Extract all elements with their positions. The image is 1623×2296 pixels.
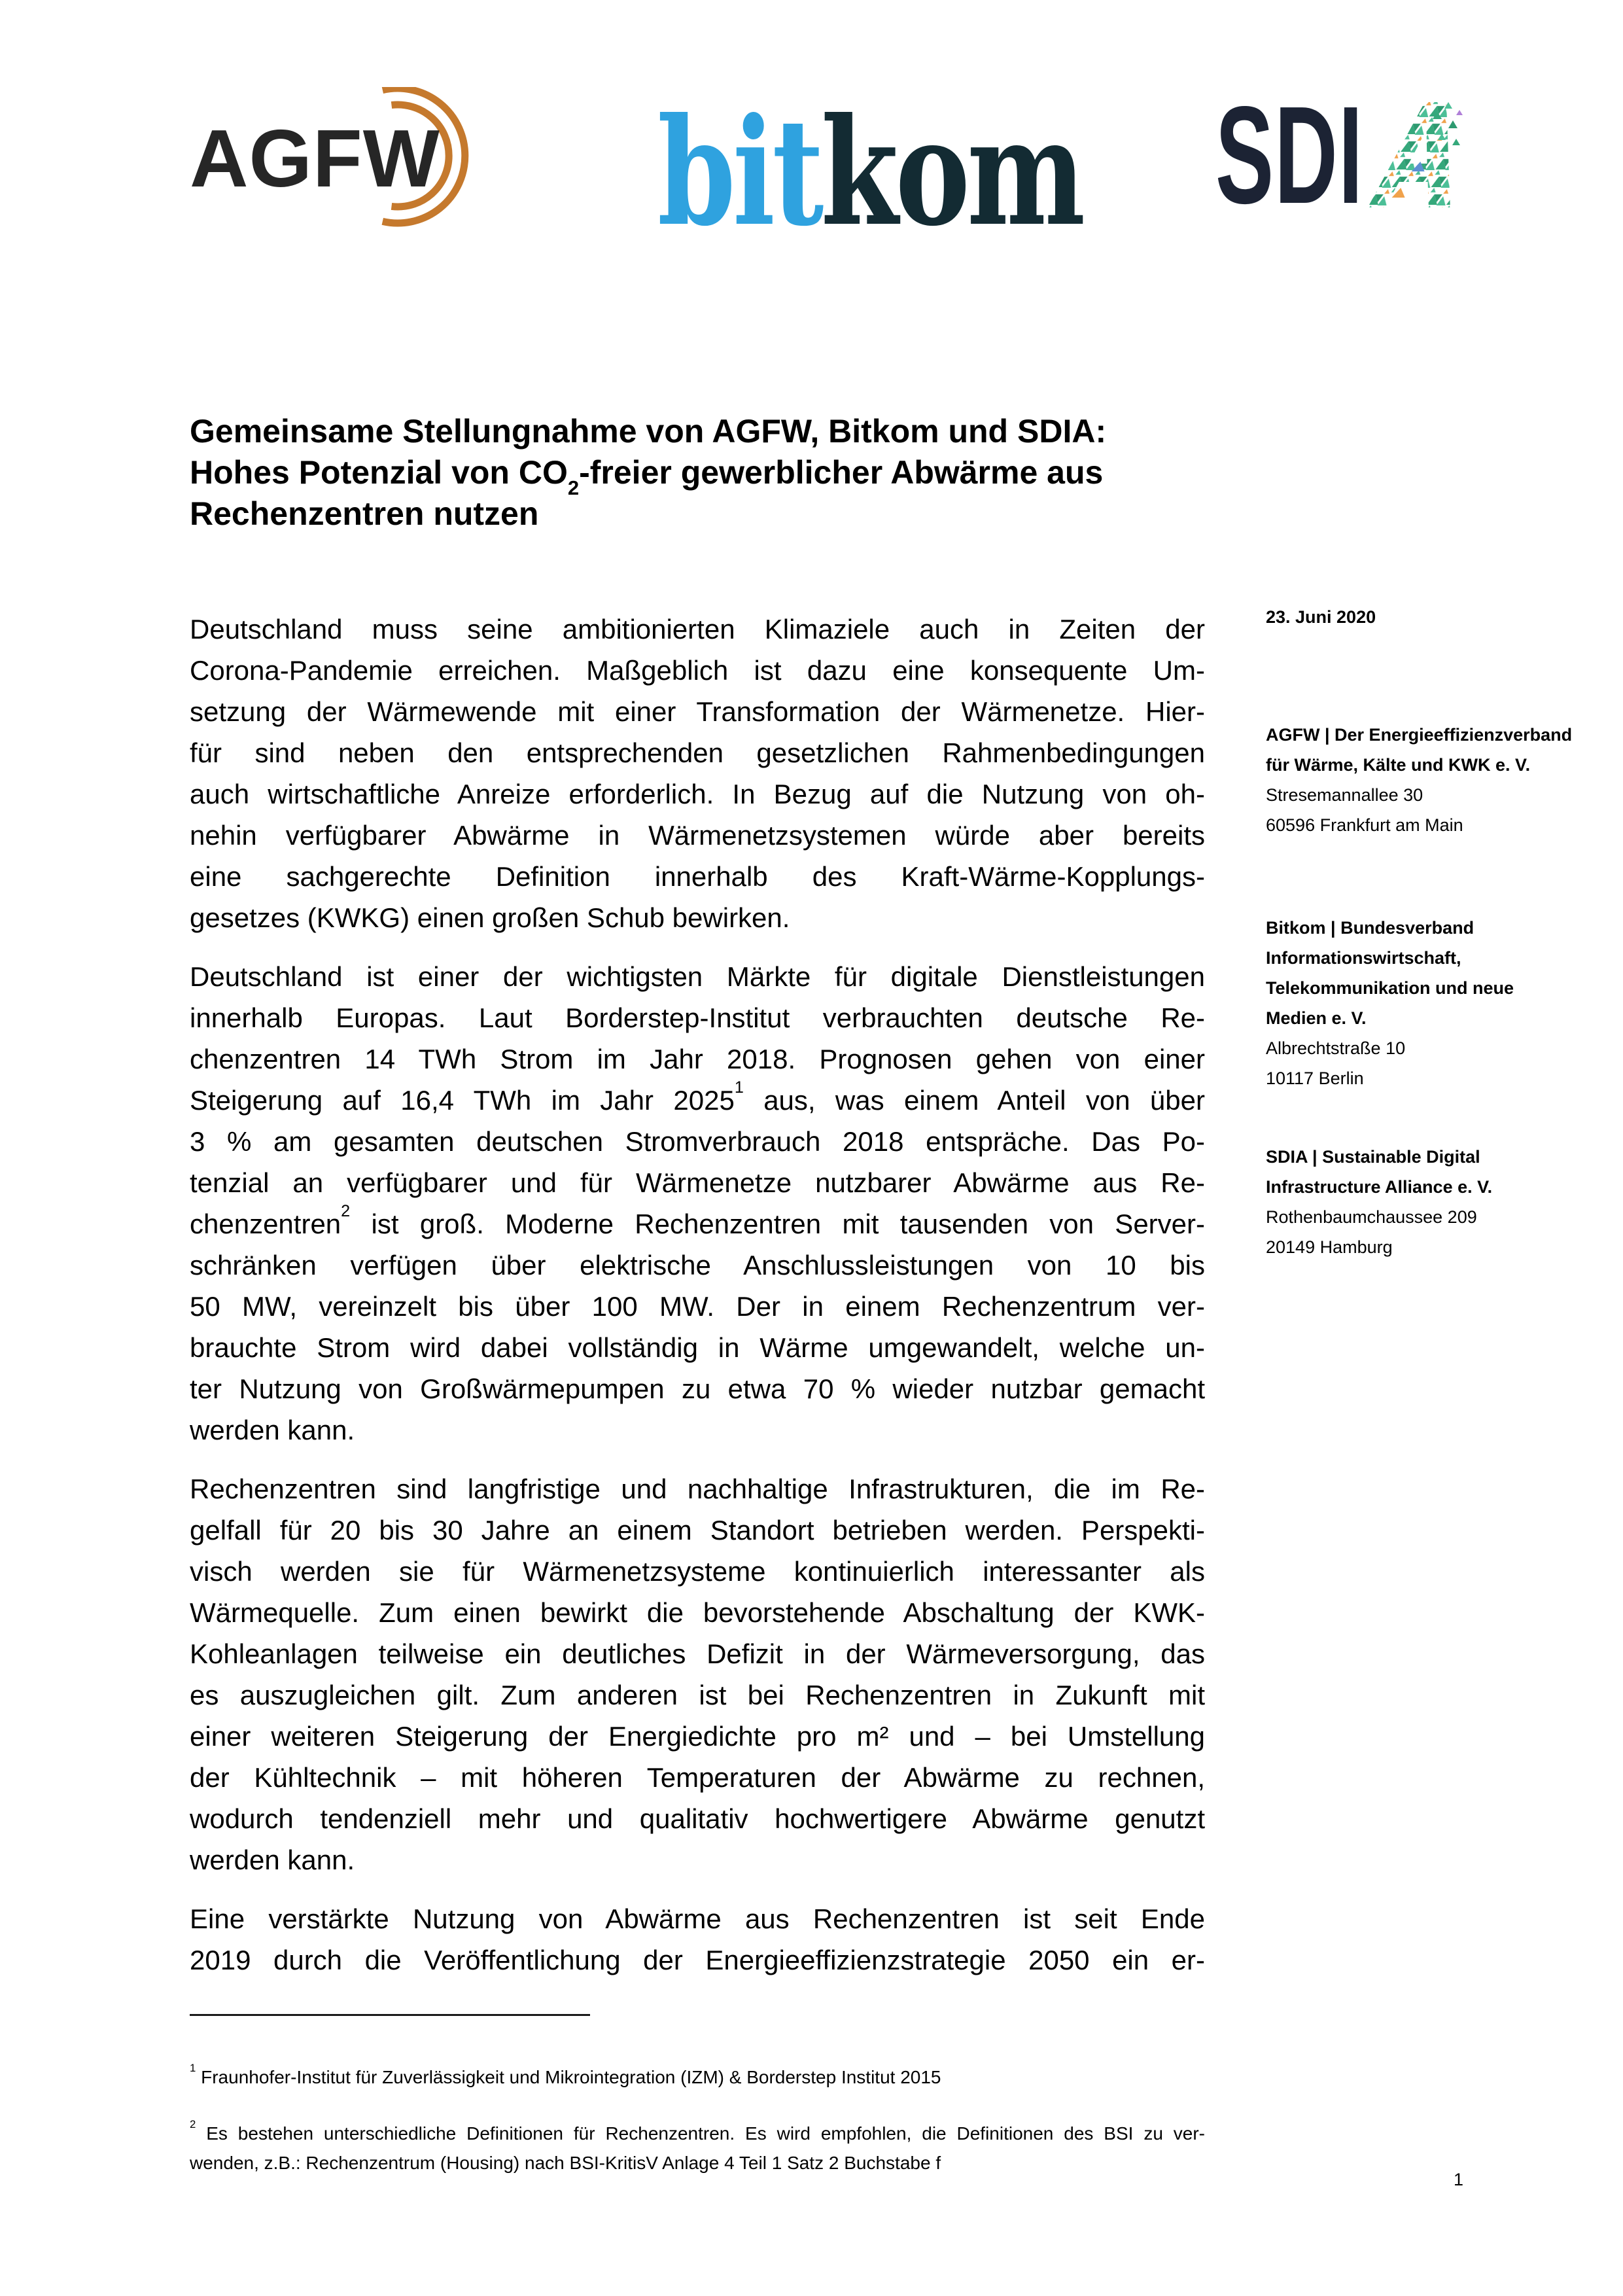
title-line: Rechenzentren nutzen: [190, 495, 539, 532]
page-number: 1: [1454, 2170, 1464, 2189]
title-line: Gemeinsame Stellungnahme von AGFW, Bitkom und SDIA:: [190, 413, 1107, 450]
title-line: Hohes Potenzial von $CO_2$-freier gewerblicher Abwärme aus: [190, 454, 1104, 499]
sdia-logo: [1215, 99, 1471, 227]
body-line: Rechenzentren sind langfristige und nachhaltige Infrastrukturen, die im Re-: [190, 1474, 1205, 1504]
body-line: nehin verfügbarer Abwärme in Wärmenetzsystemen würde aber bereits: [190, 820, 1205, 851]
bitkom-logo-kom: kom: [820, 86, 1083, 259]
body-paragraph: [190, 956, 1205, 1451]
agfw-logo-text: AGFW: [190, 114, 440, 204]
body-line: Wärmequelle. Zum einen bewirkt die bevorstehende Abschaltung der KWK-: [190, 1597, 1205, 1628]
footnote-separator: [190, 2014, 590, 2016]
sidebar-line: Bitkom | Bundesverband: [1266, 918, 1475, 938]
sdia-logo-sdi: SDI: [1215, 99, 1364, 224]
sidebar-block: [1266, 1142, 1580, 1262]
sidebar-line: Informationswirtschaft,: [1266, 948, 1461, 968]
body-paragraph: [190, 1898, 1205, 1981]
bitkom-logo-bit: bit: [657, 86, 821, 259]
body-line: gesetzes (KWKG) einen großen Schub bewirken.: [190, 902, 790, 933]
footnote-item: [190, 2119, 1205, 2178]
body-line: eine sachgerechte Definition innerhalb des Kraft-Wärme-Kopplungs-: [190, 861, 1205, 892]
body-line: Corona-Pandemie erreichen. Maßgeblich ist dazu eine konsequente Um-: [190, 655, 1205, 686]
body-paragraph: [190, 1468, 1205, 1881]
sidebar-line: für Wärme, Kälte und KWK e. V.: [1266, 755, 1531, 775]
body-line: Deutschland muss seine ambitionierten Klimaziele auch in Zeiten der: [190, 614, 1205, 645]
body-line: Kohleanlagen teilweise ein deutliches Defizit in der Wärmeversorgung, das: [190, 1638, 1205, 1669]
body-text: [190, 609, 1205, 1998]
body-line: einer weiteren Steigerung der Energiedichte pro m² und – bei Umstellung: [190, 1721, 1205, 1752]
sidebar-block: [1266, 913, 1580, 1093]
agfw-logo: [190, 95, 497, 272]
body-line: 50 MW, vereinzelt bis über 100 MW. Der in einem Rechenzentrum ver-: [190, 1291, 1205, 1322]
footnote-line: wenden, z.B.: Rechenzentrum (Housing) nach BSI-KritisV Anlage 4 Teil 1 Satz 2 Buchstabe f: [190, 2153, 941, 2173]
body-line: auch wirtschaftliche Anreize erforderlich. In Bezug auf die Nutzung von oh-: [190, 779, 1205, 809]
document-title: [190, 411, 1302, 535]
sdia-logo-a: [1368, 102, 1471, 207]
sidebar-block: [1266, 720, 1580, 840]
body-line: Deutschland ist einer der wichtigsten Märkte für digitale Dienstleistungen: [190, 961, 1205, 992]
bitkom-logo: [657, 86, 1083, 259]
body-line: werden kann.: [190, 1845, 355, 1875]
body-line: chenzentren$^2$ ist groß. Moderne Rechenzentren mit tausenden von Server-: [190, 1201, 1205, 1239]
sidebar-line: 20149 Hamburg: [1266, 1237, 1393, 1257]
sdia-logo-icon: [1215, 99, 1471, 224]
footnote-line: $^2$ Es bestehen unterschiedliche Definitionen für Rechenzentren. Es wird empfohlen, die Definitionen des BSI zu ver-: [190, 2118, 1205, 2144]
sidebar: [1266, 602, 1580, 1262]
sidebar-line: AGFW | Der Energieeffizienzverband: [1266, 725, 1573, 745]
sidebar-line: 10117 Berlin: [1266, 1069, 1364, 1088]
body-line: Steigerung auf 16,4 TWh im Jahr 2025$^1$ aus, was einem Anteil von über: [190, 1078, 1205, 1116]
body-line: werden kann.: [190, 1415, 355, 1445]
sidebar-line: Rothenbaumchaussee 209: [1266, 1207, 1477, 1227]
body-line: es auszugleichen gilt. Zum anderen ist bei Rechenzentren in Zukunft mit: [190, 1680, 1205, 1710]
body-line: tenzial an verfügbarer und für Wärmenetze nutzbarer Abwärme aus Re-: [190, 1167, 1205, 1198]
body-line: wodurch tendenziell mehr und qualitativ hochwertigere Abwärme genutzt: [190, 1803, 1205, 1834]
body-line: setzung der Wärmewende mit einer Transformation der Wärmenetze. Hier-: [190, 696, 1205, 727]
sidebar-line: Stresemannallee 30: [1266, 785, 1423, 805]
sidebar-line: Infrastructure Alliance e. V.: [1266, 1177, 1493, 1197]
sidebar-address-blocks: [1266, 720, 1580, 1262]
body-line: 3 % am gesamten deutschen Stromverbrauch 2018 entspräche. Das Po-: [190, 1126, 1205, 1157]
document-date: 23. Juni 2020: [1266, 607, 1376, 627]
body-line: ter Nutzung von Großwärmepumpen zu etwa 70 % wieder nutzbar gemacht: [190, 1373, 1205, 1404]
body-line: gelfall für 20 bis 30 Jahre an einem Standort betrieben werden. Perspekti-: [190, 1515, 1205, 1545]
body-line: Eine verstärkte Nutzung von Abwärme aus Rechenzentren ist seit Ende: [190, 1903, 1205, 1934]
body-line: der Kühltechnik – mit höheren Temperaturen der Abwärme zu rechnen,: [190, 1762, 1205, 1793]
sidebar-line: Albrechtstraße 10: [1266, 1038, 1406, 1058]
footnote-item: [190, 2062, 1205, 2092]
footnote-line: $^1$ Fraunhofer-Institut für Zuverlässigkeit und Mikrointegration (IZM) & Borderstep Institut 2015: [190, 2062, 941, 2087]
sidebar-line: 60596 Frankfurt am Main: [1266, 815, 1463, 835]
body-line: schränken verfügen über elektrische Anschlussleistungen von 10 bis: [190, 1250, 1205, 1280]
footnotes: [190, 2014, 1205, 2178]
body-line: visch werden sie für Wärmenetzsysteme kontinuierlich interessanter als: [190, 1556, 1205, 1587]
sidebar-line: SDIA | Sustainable Digital: [1266, 1147, 1480, 1167]
body-line: innerhalb Europas. Laut Borderstep-Institut verbrauchten deutsche Re-: [190, 1002, 1205, 1033]
body-line: für sind neben den entsprechenden gesetzlichen Rahmenbedingungen: [190, 737, 1205, 768]
sidebar-line: Medien e. V.: [1266, 1008, 1367, 1028]
body-line: brauchte Strom wird dabei vollständig in Wärme umgewandelt, welche un-: [190, 1332, 1205, 1363]
body-line: chenzentren 14 TWh Strom im Jahr 2018. Prognosen gehen von einer: [190, 1044, 1205, 1074]
footnote-items: [190, 2062, 1205, 2178]
body-paragraph: [190, 609, 1205, 938]
body-line: 2019 durch die Veröffentlichung der Energieeffizienzstrategie 2050 ein er-: [190, 1945, 1205, 1975]
sidebar-line: Telekommunikation und neue: [1266, 978, 1514, 998]
